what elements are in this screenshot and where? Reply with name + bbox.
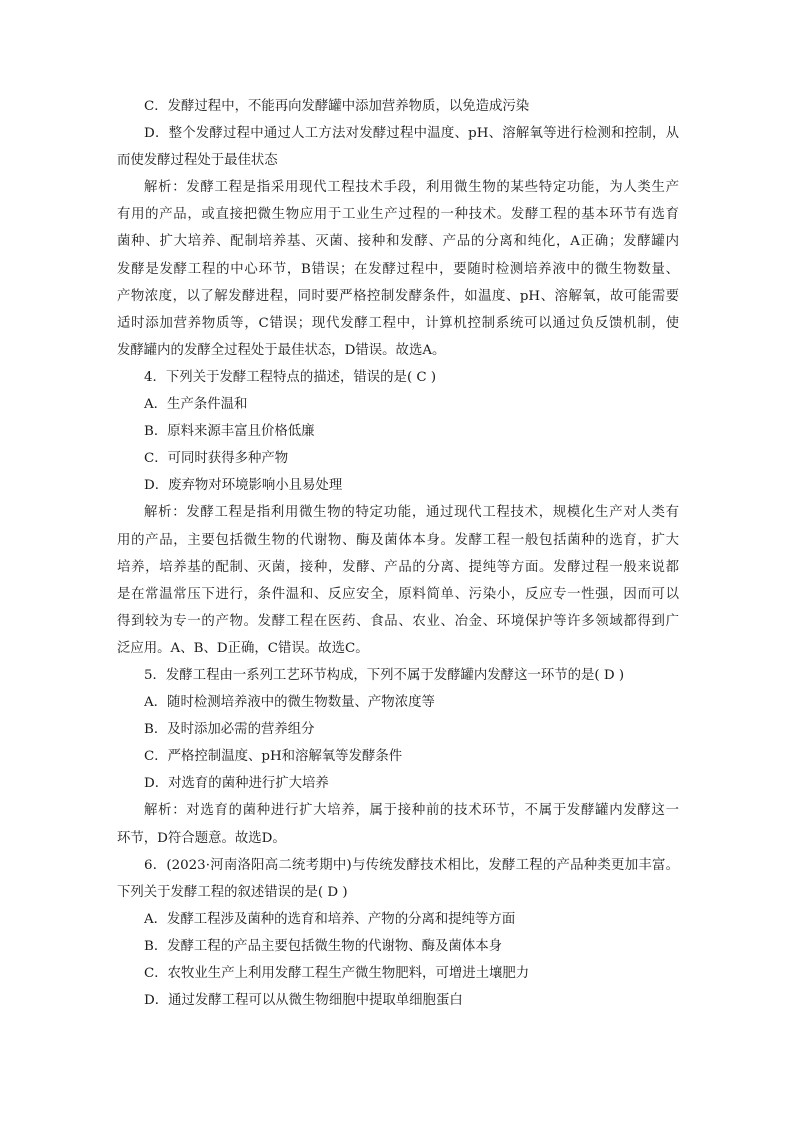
analysis-q3-line4: 发酵是发酵工程的中心环节，B错误；在发酵过程中，要随时检测培养液中的微生物数量、	[117, 261, 679, 277]
option-c-q6: C．农牧业生产上利用发酵工程生产微生物肥料，可增进土壤肥力	[144, 966, 530, 981]
question-5: 5．发酵工程由一系列工艺环节构成，下列不属于发酵罐内发酵这一环节的是( D )	[144, 667, 625, 683]
option-a-q6: A．发酵工程涉及菌种的选育和培养、产物的分离和提纯等方面	[144, 911, 516, 927]
analysis-q5-line2: 环节，D符合题意。故选D。	[117, 830, 286, 846]
option-b-q5: B．及时添加必需的营养组分	[144, 722, 315, 738]
analysis-q4-line2: 用的产品，主要包括微生物的代谢物、酶及菌体本身。发酵工程一般包括菌种的选育，扩大	[117, 532, 679, 548]
option-d-q3-line2: 而使发酵过程处于最佳状态	[117, 153, 278, 169]
analysis-q3-line5: 产物浓度，以了解发酵进程，同时要严格控制发酵条件，如温度、pH、溶解氧，故可能需要	[117, 288, 679, 304]
analysis-q3-line2: 有用的产品，或直接把微生物应用于工业生产过程的一种技术。发酵工程的基本环节有选育	[117, 207, 679, 223]
option-a-q5: A．随时检测培养液中的微生物数量、产物浓度等	[144, 695, 435, 711]
analysis-q4-line3: 培养，培养基的配制、灭菌，接种，发酵、产品的分离、提纯等方面。发酵过程一般来说都	[117, 559, 679, 575]
option-b-q4: B．原料来源丰富且价格低廉	[144, 424, 315, 440]
analysis-q4-line4: 是在常温常压下进行，条件温和、反应安全，原料简单、污染小，反应专一性强，因而可以	[117, 586, 679, 602]
analysis-q3-line6: 适时添加营养物质等，C错误；现代发酵工程中，计算机控制系统可以通过负反馈机制，使	[117, 315, 679, 331]
option-c-q5: C．严格控制温度、pH和溶解氧等发酵条件	[144, 749, 403, 765]
question-6-line2: 下列关于发酵工程的叙述错误的是( D )	[117, 884, 348, 900]
option-d-q4: D．废弃物对环境影响小且易处理	[144, 478, 343, 494]
option-d-q3-line1: D．整个发酵过程中通过人工方法对发酵过程中温度、pH、溶解氧等进行检测和控制，从	[144, 126, 679, 142]
option-d-q5: D．对选育的菌种进行扩大培养	[144, 776, 329, 792]
option-c-q3: C．发酵过程中，不能再向发酵罐中添加营养物质，以免造成污染	[144, 99, 530, 114]
option-c-q4: C．可同时获得多种产物	[144, 451, 289, 467]
analysis-q3-line7: 发酵罐内的发酵全过程处于最佳状态，D错误。故选A。	[117, 342, 446, 358]
option-d-q6: D．通过发酵工程可以从微生物细胞中提取单细胞蛋白	[144, 993, 463, 1009]
question-6-line1: 6．(2023·河南洛阳高二统考期中)与传统发酵技术相比，发酵工程的产品种类更加丰富。	[144, 857, 679, 873]
option-a-q4: A．生产条件温和	[144, 397, 248, 413]
analysis-q3-line3: 菌种、扩大培养、配制培养基、灭菌、接种和发酵、产品的分离和纯化，A正确；发酵罐内	[117, 234, 679, 250]
analysis-q5-line1: 解析：对选育的菌种进行扩大培养，属于接种前的技术环节，不属于发酵罐内发酵这一	[144, 803, 679, 819]
analysis-q4-line6: 泛应用。A、B、D正确，C错误。故选C。	[117, 640, 369, 656]
document-body	[117, 93, 679, 1014]
analysis-q4-line1: 解析：发酵工程是指利用微生物的特定功能，通过现代工程技术，规模化生产对人类有	[144, 505, 679, 521]
option-b-q6: B．发酵工程的产品主要包括微生物的代谢物、酶及菌体本身	[144, 938, 502, 954]
question-4: 4．下列关于发酵工程特点的描述，错误的是( C )	[144, 369, 437, 385]
analysis-q4-line5: 得到较为专一的产物。发酵工程在医药、食品、农业、冶金、环境保护等许多领域都得到广	[117, 613, 679, 629]
analysis-q3-line1: 解析：发酵工程是指采用现代工程技术手段，利用微生物的某些特定功能，为人类生产	[144, 180, 679, 196]
